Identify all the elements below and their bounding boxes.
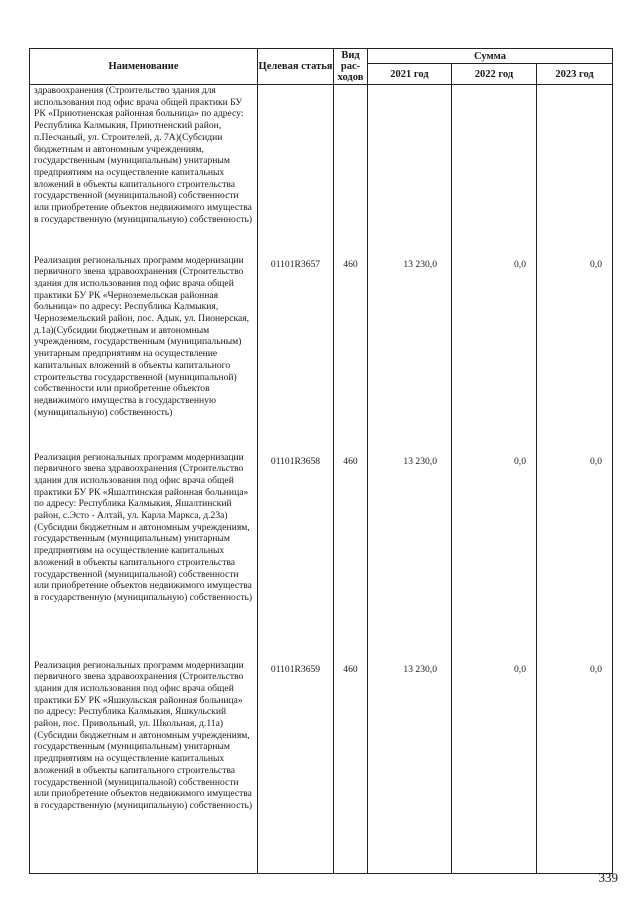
row-value-2023: 0,0 — [537, 255, 613, 452]
row-name: Реализация региональных программ модернизации первичного звена здравоохранения (Строительство здания для использования под офис врача общей практики БУ РК «Яшалтинская районная больница» по адресу: Республика Калмыкия, Яшалтинский район, с.Эсто - Алтай, ул. Карла Маркса, д.23а)(Субсидии бюджетным и автономным учреждениям, государственным (муниципальным) унитарным предприятиям на осуществление капитальных вложений в объекты капитального строительства государственной (муниципальной) собственности или приобретение объектов недвижимого имущества в государственную (муниципальную) собственность) — [30, 452, 258, 660]
row-value-2023: 0,0 — [537, 452, 613, 660]
row-value-2022: 0,0 — [452, 660, 537, 874]
row-target-code — [258, 85, 334, 255]
row-target-code: 01101R3659 — [258, 660, 334, 874]
header-name: Наименование — [30, 49, 258, 85]
page-number: 339 — [598, 870, 618, 885]
row-name: Реализация региональных программ модернизации первичного звена здравоохранения (Строительство здания для использования под офис врача общей практики БУ РК «Яшкульская районная больница» по адресу: Республика Калмыкия, Яшкульский район, пос. Привольный, ул. Школьная, д.11а)(Субсидии бюджетным и автономным учреждениям, государственным (муниципальным) унитарным предприятиям на осуществление капитальных вложений в объекты капитального строительства государственной (муниципальной) собственности или приобретение объектов недвижимого имущества в государственную (муниципальную) собственность) — [30, 660, 258, 874]
row-value-2023 — [537, 85, 613, 255]
budget-table — [29, 48, 613, 874]
row-target-code: 01101R3658 — [258, 452, 334, 660]
row-target-code: 01101R3657 — [258, 255, 334, 452]
header-year-2021: 2021 год — [368, 64, 452, 85]
header-year-2023: 2023 год — [537, 64, 613, 85]
header-sum: Сумма — [368, 49, 613, 64]
row-value-2023: 0,0 — [537, 660, 613, 874]
row-value-2021 — [368, 85, 452, 255]
row-value-2022 — [452, 85, 537, 255]
row-value-2022: 0,0 — [452, 452, 537, 660]
row-expense-type: 460 — [334, 255, 368, 452]
table-row — [30, 85, 613, 255]
header-year-2022: 2022 год — [452, 64, 537, 85]
row-name: здравоохранения (Строительство здания для использования под офис врача общей практики БУ РК «Приютненская районная больница» по адресу: Республика Калмыкия, Приютненский район, п.Песчаный, ул. Строителей, д. 7А)(Субсидии бюджетным и автономным учреждениям, государственным (муниципальным) унитарным предприятиям на осуществление капитальных вложений в объекты капитального строительства государственной (муниципальной) собственности или приобретение объектов недвижимого имущества в государственную (муниципальную) собственность) — [30, 85, 258, 255]
row-value-2021: 13 230,0 — [368, 452, 452, 660]
row-expense-type — [334, 85, 368, 255]
row-expense-type: 460 — [334, 660, 368, 874]
header-expense-type: Вид рас-ходов — [334, 49, 368, 85]
table-row — [30, 452, 613, 660]
row-expense-type: 460 — [334, 452, 368, 660]
header-target-article: Целевая статья — [258, 49, 334, 85]
table-row — [30, 255, 613, 452]
row-value-2022: 0,0 — [452, 255, 537, 452]
table-row — [30, 660, 613, 874]
row-name: Реализация региональных программ модернизации первичного звена здравоохранения (Строительство здания для использования под офис врача общей практики БУ РК «Черноземельская районная больница» по адресу: Республика Калмыкия, Черноземельский район, пос. Адык, ул. Пионерская, д.1а)(Субсидии бюджетным и автономным учреждениям, государственным (муниципальным) унитарным предприятиям на осуществление капитальных вложений в объекты капитального строительства государственной (муниципальной) собственности или приобретение объектов недвижимого имущества в государственную (муниципальную) собственность) — [30, 255, 258, 452]
row-value-2021: 13 230,0 — [368, 660, 452, 874]
row-value-2021: 13 230,0 — [368, 255, 452, 452]
